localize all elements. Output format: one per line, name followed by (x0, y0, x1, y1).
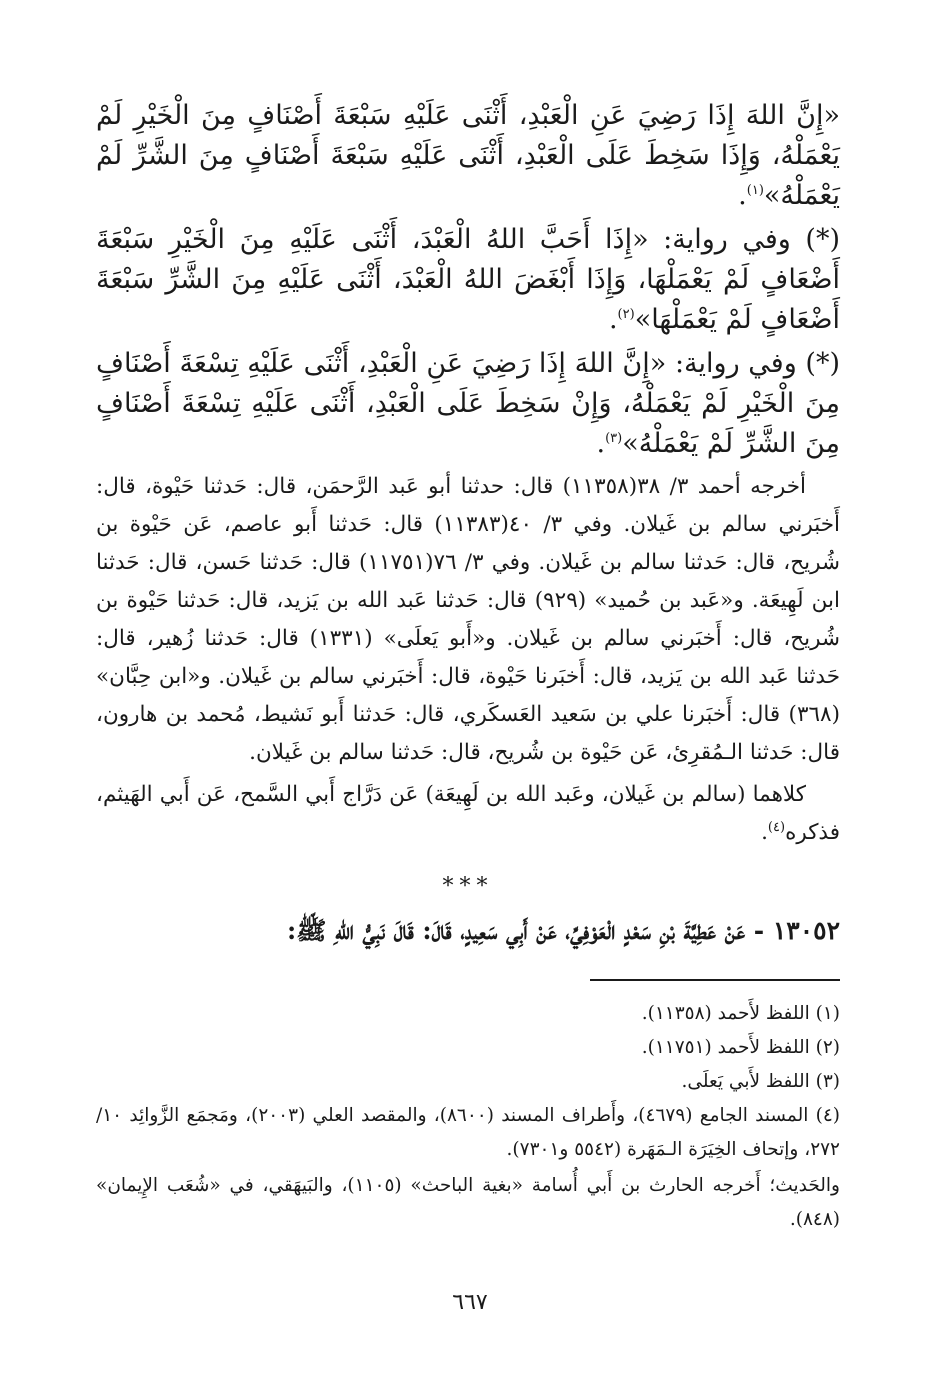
end-period: . (596, 428, 606, 459)
hadith-2-body: (*) وفي رواية: «إِذَا أَحَبَّ اللهُ الْعَبْدَ، أَثْنَى عَلَيْهِ مِنَ الْخَيْرِ سَبْعَةَ أَضْعَافٍ لَمْ يَعْمَلْهَا، وَإِذَا أَبْغَضَ اللهُ الْعَبْدَ، أَثْنَى عَلَيْهِ مِنَ الشَّرِّ سَبْعَةَ أَضْعَافٍ لَمْ يَعْمَلْهَا» (96, 224, 840, 335)
footnote-ref-1[interactable]: (١) (746, 183, 764, 198)
next-hadith-heading: ١٣٠٥٢ - عَنْ عَطِيَّةَ بْنِ سَعْدٍ الْعَوْفِيِّ، عَنْ أَبِي سَعِيدٍ، قَالَ: قَالَ نَبِيُّ اللهِ ﷺ: (287, 916, 840, 945)
conclusion-body: كلاهما (سالم بن غَيلان، وعَبد الله بن لَهِيعَة) عَن دَرَّاج أَبي السَّمح، عَن أَبي الهَيثم، فذكره (96, 782, 840, 845)
page-body (96, 96, 840, 1237)
hadith-text-1 (96, 96, 840, 216)
hadith-3-body: (*) وفي رواية: «إِنَّ اللهَ إِذَا رَضِيَ عَنِ الْعَبْدِ، أَثْنَى عَلَيْهِ تِسْعَةَ أَصْنَافٍ مِنَ الْخَيْرِ لَمْ يَعْمَلْهُ، وَإِنْ سَخِطَ عَلَى الْعَبْدِ، أَثْنَى عَلَيْهِ تِسْعَةَ أَصْنَافٍ مِنَ الشَّرِّ لَمْ يَعْمَلْهُ» (96, 348, 840, 459)
footnote-ref-3[interactable]: (٣) (605, 431, 623, 446)
hadith-1-body: «إِنَّ اللهَ إِذَا رَضِيَ عَنِ الْعَبْدِ، أَثْنَى عَلَيْهِ سَبْعَةَ أَصْنَافٍ مِنَ الْخَيْرِ لَمْ يَعْمَلْهُ، وَإِذَا سَخِطَ عَلَى الْعَبْدِ، أَثْنَى عَلَيْهِ سَبْعَةَ أَصْنَافٍ مِنَ الشَّرِّ لَمْ يَعْمَلْهُ» (96, 100, 840, 211)
footnote-1: (١) اللفظ لأَحمد (١١٣٥٨). (641, 1003, 840, 1024)
end-period: . (761, 820, 768, 845)
footnote-4: (٤) المسند الجامع (٤٦٧٩)، وأَطراف المسند (٨٦٠٠)، والمقصد العلي (٢٠٠٣)، ومَجمَع الزَّوائِد ١٠/ ٢٧٢، وإتحاف الخِيَرَة الـمَهَرة (٥٥٤٢ و٧٣٠١). (96, 1105, 840, 1160)
hadith-text-3 (96, 344, 840, 464)
footnote-ref-2[interactable]: (٢) (617, 307, 635, 322)
footnote-2: (٢) اللفظ لأَحمد (١١٧٥١). (641, 1037, 840, 1058)
end-period: . (608, 304, 618, 335)
footnotes-section (96, 997, 840, 1237)
footnote-divider (590, 979, 840, 981)
conclusion-paragraph (96, 776, 840, 852)
footnote-3: (٣) اللفظ لأَبي يَعلَى. (681, 1071, 840, 1092)
page-number: ٦٦٧ (452, 1290, 488, 1315)
section-separator: *** (442, 874, 494, 899)
takhrij-paragraph: أخرجه أحمد ٣/ ٣٨(١١٣٥٨) قال: حدثنا أبو عَبد الرَّحمَن، قال: حَدثنا حَيْوة، قال: أَخبَرني سالم بن غَيلان. وفي ٣/ ٤٠(١١٣٨٣) قال: حَدثنا أَبو عاصم، عَن حَيْوة بن شُريح، قال: حَدثنا سالم بن غَيلان. وفي ٣/ ٧٦(١١٧٥١) قال: حَدثنا حَسن، قال: حَدثنا ابن لَهِيعَة. و«عَبد بن حُميد» (٩٢٩) قال: حَدثنا عَبد الله بن يَزيد، قال: حَدثنا حَيْوة بن شُريح، قال: أَخبَرني سالم بن غَيلان. و«أَبو يَعلَى» (١٣٣١) قال: حَدثنا زُهير، قال: حَدثنا عَبد الله بن يَزيد، قال: أَخبَرنا حَيْوة، قال: أَخبَرني سالم بن غَيلان. و«ابن حِبَّان» (٣٦٨) قال: أَخبَرنا علي بن سَعيد العَسكَري، قال: حَدثنا أَبو نَشيط، مُحمد بن هارون، قال: حَدثنا الـمُقرِئ، عَن حَيْوة بن شُريح، قال: حَدثنا سالم بن غَيلان. (96, 474, 840, 765)
footnote-ref-4[interactable]: (٤) (767, 819, 786, 835)
end-period: . (738, 180, 747, 211)
footnote-extra: والحَديث؛ أَخرجه الحارث بن أَبي أُسامة «بغية الباحث» (١١٠٥)، والبَيهَقي، في «شُعَب الإِيمان» (٨٤٨). (96, 1175, 840, 1230)
hadith-text-2 (96, 220, 840, 340)
